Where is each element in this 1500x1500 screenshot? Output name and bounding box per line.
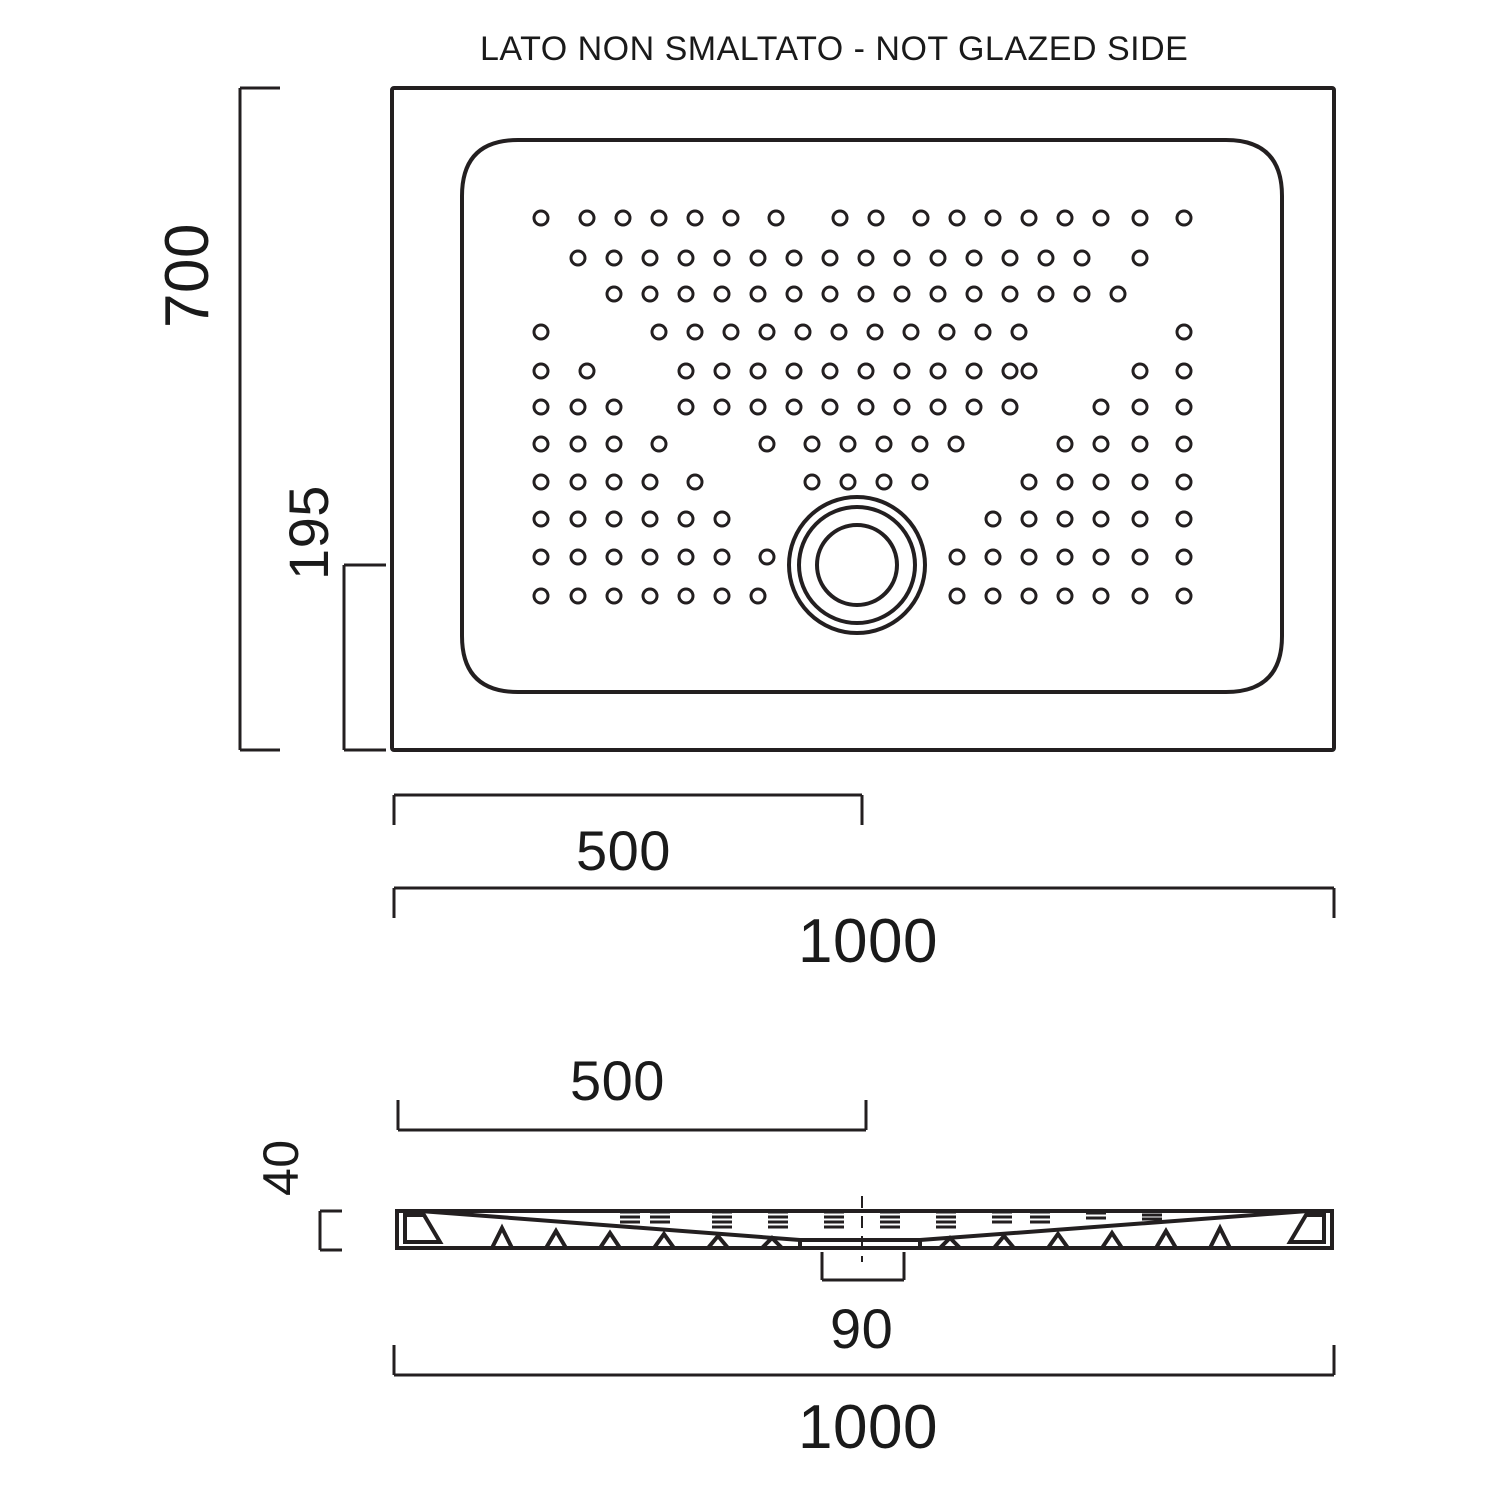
section-surface-texture	[620, 1212, 1162, 1227]
dimension-195	[344, 565, 386, 750]
dimension-40	[320, 1211, 342, 1250]
dimension-label-height-40: 40	[253, 1139, 309, 1196]
anti-slip-dot-pattern	[534, 211, 1191, 603]
dimension-label-1000-section: 1000	[798, 1393, 938, 1462]
drain-inner-circle	[817, 525, 897, 605]
dimension-label-offset-195: 195	[277, 485, 340, 580]
dimension-label-depth-700: 700	[153, 223, 222, 328]
tray-outline-top-view	[392, 88, 1334, 750]
dimension-label-drain-90: 90	[830, 1297, 894, 1360]
diagram-title: LATO NON SMALTATO - NOT GLAZED SIDE	[480, 30, 1189, 68]
dimension-label-500-section: 500	[570, 1049, 665, 1112]
dimension-label-500-top: 500	[576, 819, 671, 882]
drain-outer-circle	[789, 497, 925, 633]
dimension-700	[240, 88, 280, 750]
dimension-label-1000-top: 1000	[798, 907, 938, 976]
section-profile	[397, 1211, 1332, 1248]
